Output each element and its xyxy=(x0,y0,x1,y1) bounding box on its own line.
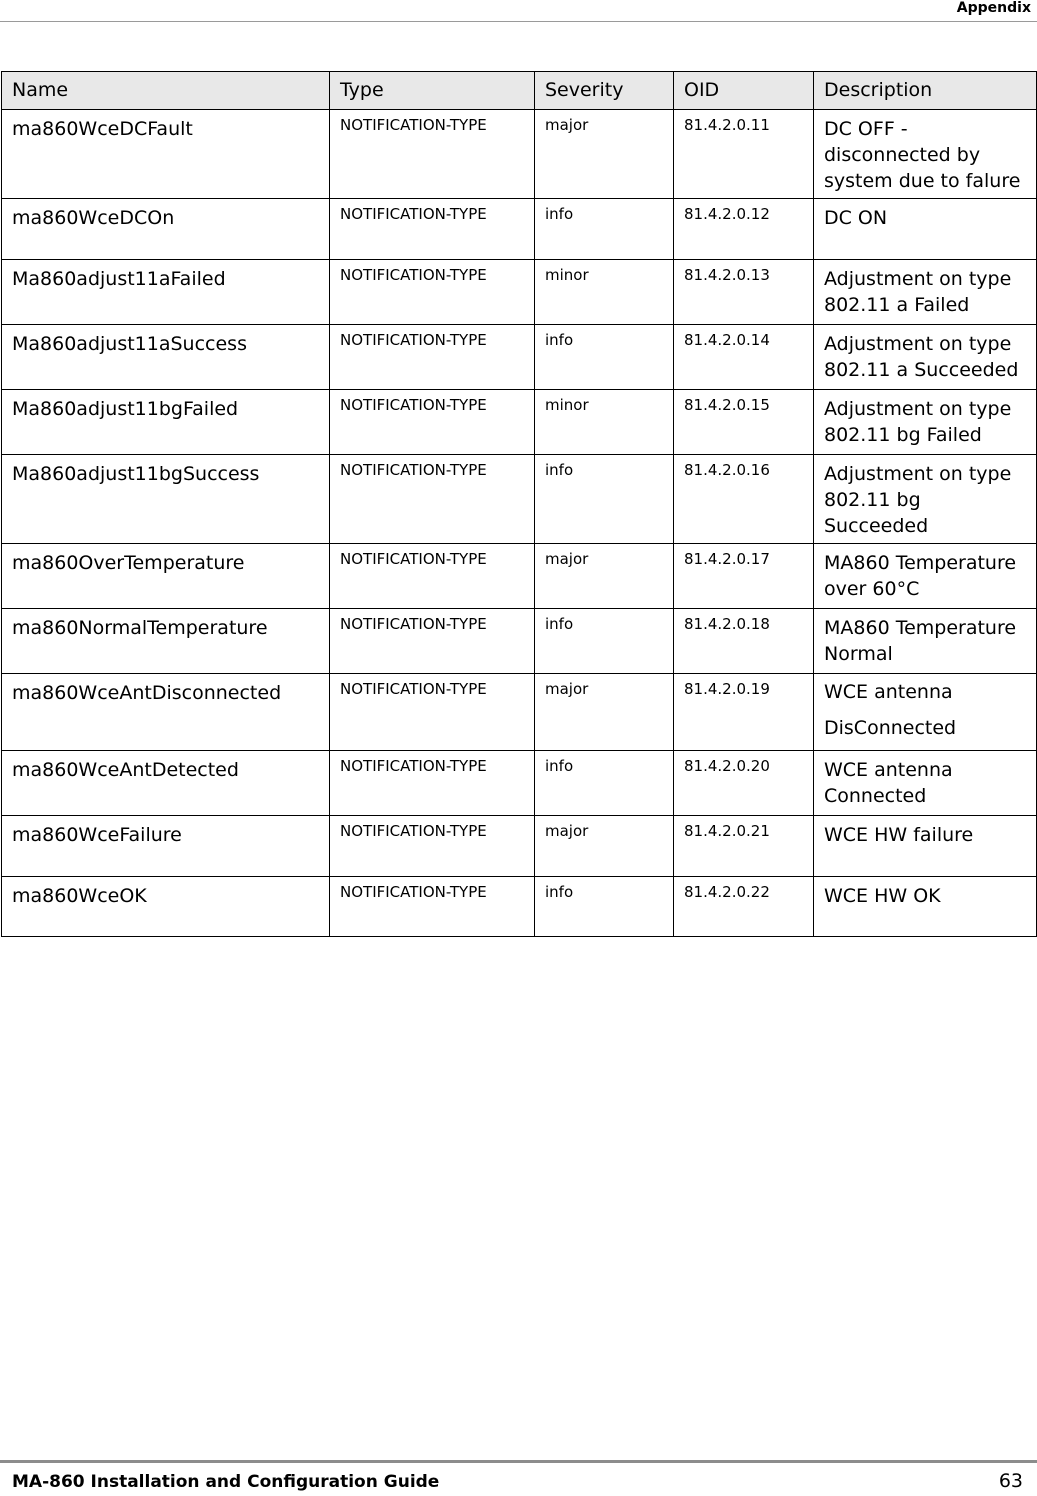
cell-description: WCE HW failure xyxy=(814,816,1037,877)
cell-severity: minor xyxy=(535,260,674,325)
header-divider xyxy=(0,21,1037,22)
table-header-row xyxy=(2,72,1037,110)
column-header-severity: Severity xyxy=(535,72,674,110)
cell-type: NOTIFICATION-TYPE xyxy=(330,674,535,751)
page-number: 63 xyxy=(998,1470,1023,1492)
table-row xyxy=(2,751,1037,816)
cell-severity: info xyxy=(535,609,674,674)
cell-severity: info xyxy=(535,455,674,544)
cell-oid: 81.4.2.0.19 xyxy=(674,674,814,751)
cell-oid: 81.4.2.0.21 xyxy=(674,816,814,877)
cell-type: NOTIFICATION-TYPE xyxy=(330,199,535,260)
page-header xyxy=(0,0,1037,22)
cell-severity: info xyxy=(535,199,674,260)
cell-description: MA860 Temperature Normal xyxy=(814,609,1037,674)
column-header-name: Name xyxy=(2,72,330,110)
cell-type: NOTIFICATION-TYPE xyxy=(330,110,535,199)
cell-oid: 81.4.2.0.12 xyxy=(674,199,814,260)
cell-description: WCE antenna Connected xyxy=(814,751,1037,816)
cell-severity: info xyxy=(535,325,674,390)
cell-description: Adjustment on type 802.11 bg Failed xyxy=(814,390,1037,455)
cell-oid: 81.4.2.0.13 xyxy=(674,260,814,325)
table-row xyxy=(2,199,1037,260)
cell-severity: info xyxy=(535,877,674,937)
cell-severity: minor xyxy=(535,390,674,455)
cell-name: ma860NormalTemperature xyxy=(2,609,330,674)
cell-description: WCE antenna DisConnected xyxy=(814,674,1037,751)
cell-name: ma860WceFailure xyxy=(2,816,330,877)
cell-type: NOTIFICATION-TYPE xyxy=(330,751,535,816)
cell-oid: 81.4.2.0.18 xyxy=(674,609,814,674)
cell-name: ma860WceDCFault xyxy=(2,110,330,199)
cell-name: ma860WceOK xyxy=(2,877,330,937)
cell-name: Ma860adjust11bgSuccess xyxy=(2,455,330,544)
cell-name: ma860WceAntDetected xyxy=(2,751,330,816)
table-row xyxy=(2,390,1037,455)
cell-oid: 81.4.2.0.17 xyxy=(674,544,814,609)
cell-type: NOTIFICATION-TYPE xyxy=(330,390,535,455)
cell-description: Adjustment on type 802.11 bg Succeeded xyxy=(814,455,1037,544)
cell-oid: 81.4.2.0.20 xyxy=(674,751,814,816)
footer-title: MA-860 Installation and Configuration Guide xyxy=(12,1472,440,1492)
table-row xyxy=(2,816,1037,877)
cell-description: WCE HW OK xyxy=(814,877,1037,937)
footer-divider xyxy=(0,1460,1037,1463)
cell-severity: major xyxy=(535,816,674,877)
cell-name: Ma860adjust11bgFailed xyxy=(2,390,330,455)
cell-severity: major xyxy=(535,110,674,199)
table-row xyxy=(2,455,1037,544)
cell-name: ma860WceAntDisconnected xyxy=(2,674,330,751)
cell-type: NOTIFICATION-TYPE xyxy=(330,260,535,325)
cell-severity: major xyxy=(535,674,674,751)
table-row xyxy=(2,877,1037,937)
cell-oid: 81.4.2.0.16 xyxy=(674,455,814,544)
cell-oid: 81.4.2.0.14 xyxy=(674,325,814,390)
cell-name: Ma860adjust11aSuccess xyxy=(2,325,330,390)
cell-type: NOTIFICATION-TYPE xyxy=(330,877,535,937)
cell-description: MA860 Temperature over 60°C xyxy=(814,544,1037,609)
cell-oid: 81.4.2.0.15 xyxy=(674,390,814,455)
cell-description: DC ON xyxy=(814,199,1037,260)
cell-type: NOTIFICATION-TYPE xyxy=(330,609,535,674)
table-row xyxy=(2,260,1037,325)
cell-type: NOTIFICATION-TYPE xyxy=(330,325,535,390)
cell-description: DC OFF - disconnected by system due to falure xyxy=(814,110,1037,199)
cell-description: Adjustment on type 802.11 a Succeeded xyxy=(814,325,1037,390)
cell-description: Adjustment on type 802.11 a Failed xyxy=(814,260,1037,325)
notification-table xyxy=(1,71,1037,937)
cell-oid: 81.4.2.0.22 xyxy=(674,877,814,937)
cell-type: NOTIFICATION-TYPE xyxy=(330,455,535,544)
header-title: Appendix xyxy=(956,0,1031,16)
column-header-oid: OID xyxy=(674,72,814,110)
table-row xyxy=(2,325,1037,390)
column-header-description: Description xyxy=(814,72,1037,110)
table-row xyxy=(2,110,1037,199)
cell-type: NOTIFICATION-TYPE xyxy=(330,544,535,609)
cell-oid: 81.4.2.0.11 xyxy=(674,110,814,199)
cell-type: NOTIFICATION-TYPE xyxy=(330,816,535,877)
cell-severity: major xyxy=(535,544,674,609)
cell-name: ma860WceDCOn xyxy=(2,199,330,260)
column-header-type: Type xyxy=(330,72,535,110)
table-row xyxy=(2,674,1037,751)
cell-name: Ma860adjust11aFailed xyxy=(2,260,330,325)
table-row xyxy=(2,609,1037,674)
cell-severity: info xyxy=(535,751,674,816)
cell-name: ma860OverTemperature xyxy=(2,544,330,609)
table-row xyxy=(2,544,1037,609)
